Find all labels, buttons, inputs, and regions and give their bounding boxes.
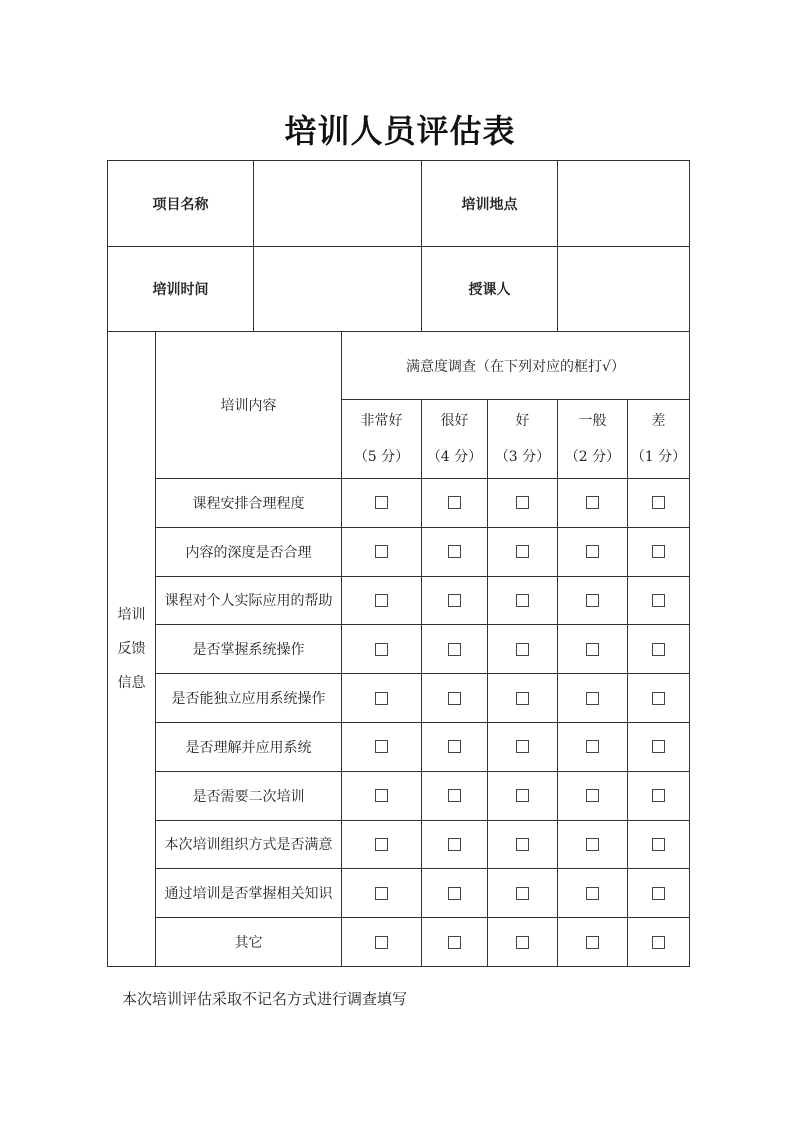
feedback-item-label: 是否能独立应用系统操作 [156, 674, 342, 723]
rating-label: 好 [515, 413, 530, 429]
rating-checkbox[interactable] [375, 740, 388, 753]
rating-checkbox[interactable] [586, 838, 599, 851]
rating-cell [422, 674, 488, 723]
rating-checkbox[interactable] [586, 936, 599, 949]
footnote: 本次培训评估采取不记名方式进行调查填写 [122, 990, 408, 1008]
rating-cell [628, 722, 690, 771]
feedback-row [108, 771, 690, 820]
rating-header-2 [558, 400, 628, 479]
rating-cell [628, 918, 690, 967]
rating-header-3 [488, 400, 558, 479]
rating-checkbox[interactable] [652, 643, 665, 656]
rating-cell [422, 479, 488, 528]
rating-checkbox[interactable] [586, 887, 599, 900]
rating-checkbox[interactable] [652, 838, 665, 851]
rating-checkbox[interactable] [448, 838, 461, 851]
rating-checkbox[interactable] [448, 643, 461, 656]
evaluation-table [107, 160, 690, 967]
feedback-row [108, 722, 690, 771]
feedback-row [108, 479, 690, 528]
rating-cell [558, 527, 628, 576]
rating-score: （1 分） [630, 449, 687, 465]
rating-label: 很好 [440, 413, 469, 429]
rating-cell [422, 771, 488, 820]
rating-cell [558, 479, 628, 528]
rating-cell [558, 771, 628, 820]
rating-cell [628, 527, 690, 576]
rating-checkbox[interactable] [448, 936, 461, 949]
rating-checkbox[interactable] [652, 740, 665, 753]
rating-cell [342, 820, 422, 869]
rating-cell [488, 771, 558, 820]
rating-checkbox[interactable] [375, 887, 388, 900]
rating-cell [488, 674, 558, 723]
rating-cell [422, 625, 488, 674]
rating-checkbox[interactable] [516, 545, 529, 558]
feedback-item-label: 通过培训是否掌握相关知识 [156, 869, 342, 918]
rating-cell [488, 479, 558, 528]
rating-cell [342, 625, 422, 674]
feedback-item-label: 本次培训组织方式是否满意 [156, 820, 342, 869]
rating-cell [558, 722, 628, 771]
rating-checkbox[interactable] [652, 789, 665, 802]
rating-cell [342, 674, 422, 723]
section-label-line-3: 信息 [117, 674, 146, 691]
feedback-item-label: 课程对个人实际应用的帮助 [156, 576, 342, 625]
rating-cell [558, 674, 628, 723]
feedback-section-label [108, 332, 156, 967]
rating-checkbox[interactable] [586, 789, 599, 802]
rating-cell [628, 869, 690, 918]
rating-checkbox[interactable] [516, 740, 529, 753]
rating-cell [488, 722, 558, 771]
project-name-field[interactable] [254, 161, 422, 247]
info-row-2 [108, 247, 690, 332]
rating-checkbox[interactable] [448, 887, 461, 900]
time-field[interactable] [254, 247, 422, 332]
rating-cell [628, 479, 690, 528]
rating-checkbox[interactable] [375, 545, 388, 558]
rating-checkbox[interactable] [375, 692, 388, 705]
feedback-row [108, 820, 690, 869]
form-title: 培训人员评估表 [284, 112, 516, 150]
rating-checkbox[interactable] [375, 496, 388, 509]
rating-cell [488, 918, 558, 967]
rating-checkbox[interactable] [516, 887, 529, 900]
rating-cell [342, 576, 422, 625]
rating-cell [628, 576, 690, 625]
feedback-item-label: 其它 [156, 918, 342, 967]
rating-checkbox[interactable] [652, 692, 665, 705]
rating-cell [342, 479, 422, 528]
rating-checkbox[interactable] [448, 545, 461, 558]
rating-checkbox[interactable] [516, 838, 529, 851]
rating-cell [628, 674, 690, 723]
section-label-line-2: 反馈 [117, 640, 146, 657]
survey-header: 满意度调查（在下列对应的框打√） [342, 332, 690, 400]
rating-cell [558, 869, 628, 918]
rating-cell [422, 918, 488, 967]
rating-score: （5 分） [353, 449, 410, 465]
lecturer-label: 授课人 [422, 247, 558, 332]
rating-checkbox[interactable] [375, 643, 388, 656]
time-label: 培训时间 [108, 247, 254, 332]
rating-checkbox[interactable] [516, 789, 529, 802]
rating-header-1 [628, 400, 690, 479]
rating-checkbox[interactable] [448, 692, 461, 705]
feedback-item-label: 是否掌握系统操作 [156, 625, 342, 674]
rating-cell [558, 625, 628, 674]
rating-cell [422, 576, 488, 625]
rating-checkbox[interactable] [586, 740, 599, 753]
rating-checkbox[interactable] [516, 496, 529, 509]
rating-cell [422, 869, 488, 918]
rating-cell [342, 722, 422, 771]
rating-checkbox[interactable] [652, 594, 665, 607]
rating-cell [628, 820, 690, 869]
rating-cell [558, 820, 628, 869]
section-label-line-1: 培训 [117, 606, 146, 623]
rating-cell [558, 576, 628, 625]
rating-checkbox[interactable] [448, 789, 461, 802]
rating-checkbox[interactable] [375, 838, 388, 851]
rating-cell [342, 527, 422, 576]
rating-checkbox[interactable] [375, 936, 388, 949]
feedback-item-label: 是否理解并应用系统 [156, 722, 342, 771]
rating-cell [422, 820, 488, 869]
rating-label: 非常好 [360, 413, 403, 429]
rating-cell [628, 771, 690, 820]
rating-cell [342, 771, 422, 820]
location-label: 培训地点 [422, 161, 558, 247]
feedback-row [108, 576, 690, 625]
rating-score: （2 分） [564, 449, 621, 465]
feedback-item-label: 是否需要二次培训 [156, 771, 342, 820]
rating-cell [488, 625, 558, 674]
rating-score: （4 分） [426, 449, 483, 465]
rating-checkbox[interactable] [516, 643, 529, 656]
rating-cell [488, 820, 558, 869]
rating-cell [488, 869, 558, 918]
feedback-row [108, 869, 690, 918]
rating-checkbox[interactable] [448, 594, 461, 607]
rating-cell [342, 918, 422, 967]
rating-checkbox[interactable] [448, 740, 461, 753]
rating-checkbox[interactable] [586, 643, 599, 656]
rating-checkbox[interactable] [448, 496, 461, 509]
rating-checkbox[interactable] [652, 887, 665, 900]
rating-checkbox[interactable] [516, 594, 529, 607]
rating-cell [558, 918, 628, 967]
rating-score: （3 分） [494, 449, 551, 465]
info-row-1 [108, 161, 690, 247]
survey-header-row [108, 332, 690, 400]
rating-checkbox[interactable] [652, 545, 665, 558]
location-field[interactable] [558, 161, 690, 247]
rating-checkbox[interactable] [586, 692, 599, 705]
rating-checkbox[interactable] [652, 496, 665, 509]
feedback-row [108, 918, 690, 967]
rating-checkbox[interactable] [652, 936, 665, 949]
rating-checkbox[interactable] [586, 545, 599, 558]
rating-checkbox[interactable] [375, 594, 388, 607]
lecturer-field[interactable] [558, 247, 690, 332]
rating-cell [422, 527, 488, 576]
rating-checkbox[interactable] [516, 936, 529, 949]
feedback-row [108, 527, 690, 576]
rating-header-5 [342, 400, 422, 479]
rating-cell [488, 527, 558, 576]
rating-checkbox[interactable] [586, 496, 599, 509]
feedback-row [108, 625, 690, 674]
feedback-item-label: 内容的深度是否合理 [156, 527, 342, 576]
rating-cell [342, 869, 422, 918]
feedback-row [108, 674, 690, 723]
rating-cell [628, 625, 690, 674]
feedback-item-label: 课程安排合理程度 [156, 479, 342, 528]
rating-checkbox[interactable] [586, 594, 599, 607]
rating-label: 差 [651, 413, 666, 429]
rating-checkbox[interactable] [516, 692, 529, 705]
project-name-label: 项目名称 [108, 161, 254, 247]
rating-cell [422, 722, 488, 771]
content-header: 培训内容 [156, 332, 342, 479]
rating-header-4 [422, 400, 488, 479]
rating-checkbox[interactable] [375, 789, 388, 802]
rating-cell [488, 576, 558, 625]
rating-label: 一般 [578, 413, 607, 429]
